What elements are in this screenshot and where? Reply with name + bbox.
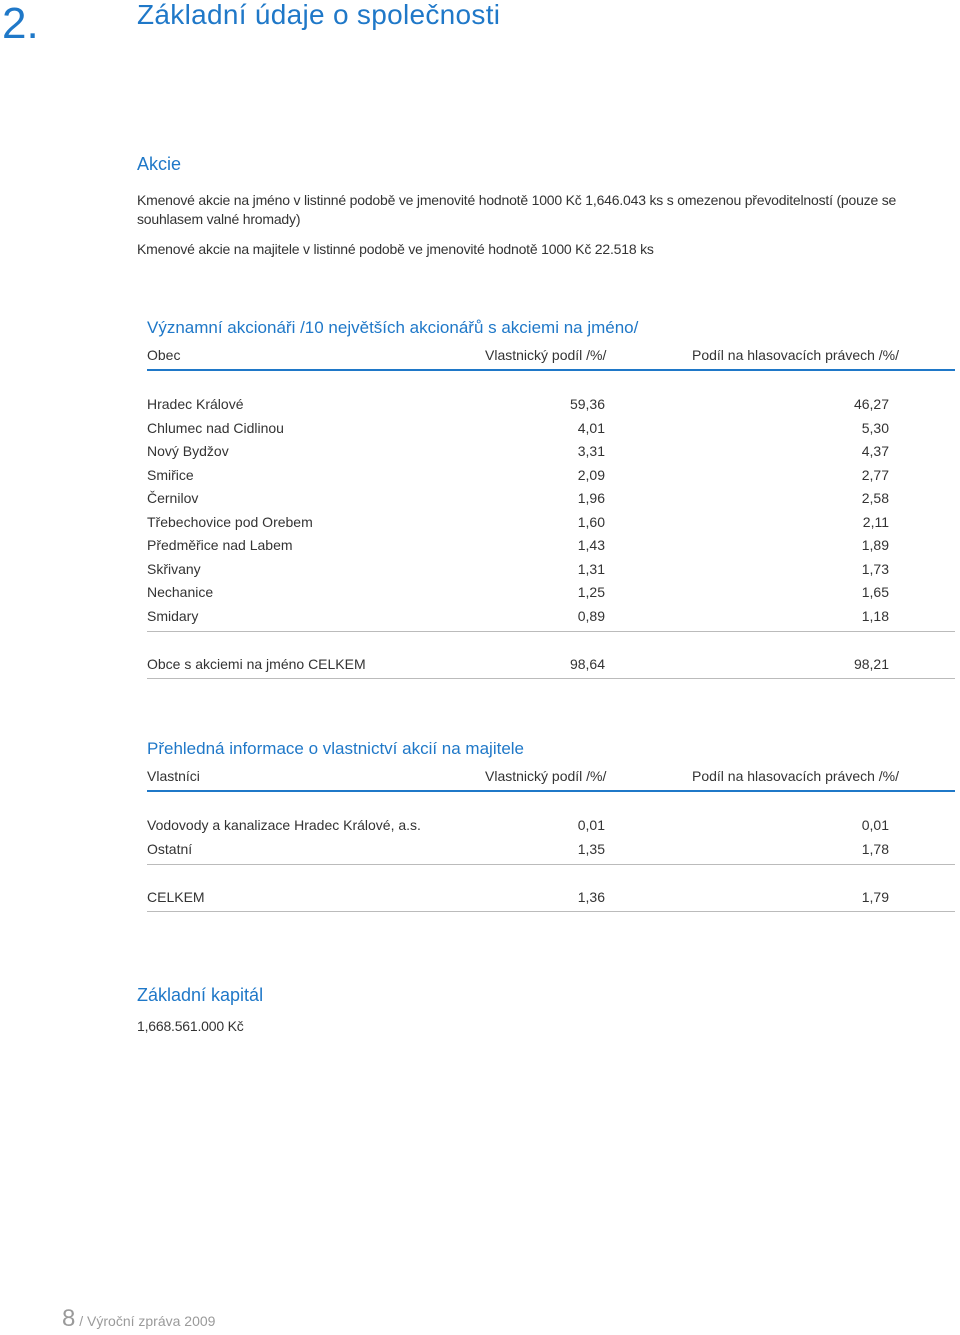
table-row	[147, 440, 955, 464]
akcie-heading: Akcie	[137, 154, 182, 174]
row-voting: 2,58	[861, 490, 889, 506]
table-row	[147, 838, 955, 862]
total-label: Obce s akciemi na jméno CELKEM	[147, 656, 366, 672]
total-ownership: 1,36	[577, 889, 605, 905]
row-ownership: 1,60	[577, 513, 605, 530]
header-owners: Vlastníci	[147, 768, 200, 784]
row-ownership: 1,43	[577, 537, 605, 553]
major-shareholders-table	[147, 317, 955, 679]
row-ownership: 1,31	[577, 560, 605, 577]
total-voting: 1,79	[861, 889, 889, 905]
table-row	[147, 393, 955, 417]
table-row	[147, 814, 955, 838]
table-row	[147, 417, 955, 441]
row-ownership: 4,01	[577, 419, 605, 436]
total-ownership: 98,64	[569, 656, 605, 672]
table-row	[147, 511, 955, 535]
header-ownership: Vlastnický podíl /%/	[485, 347, 607, 363]
capital-heading: Základní kapitál	[137, 985, 264, 1005]
table-row	[147, 605, 955, 629]
akcie-bearer-shares-text: Kmenové akcie na majitele v listinné podobě ve jmenovité hodnotě 1000 Kč 22.518 ks	[137, 241, 654, 257]
page-number: 8	[62, 1305, 76, 1332]
table-body	[147, 393, 955, 628]
row-ownership: 1,25	[577, 584, 605, 600]
row-name: Smiřice	[147, 466, 194, 483]
row-voting: 1,78	[861, 840, 889, 857]
row-ownership: 1,35	[577, 840, 605, 857]
table-total-row	[147, 886, 955, 910]
row-voting: 2,11	[862, 513, 889, 530]
publication-name: / Výroční zpráva 2009	[79, 1313, 216, 1329]
row-name: Černilov	[147, 490, 199, 506]
row-ownership: 1,96	[577, 490, 605, 506]
chapter-title: Základní údaje o společnosti	[137, 0, 501, 30]
page-footer	[62, 1305, 215, 1335]
table-bottom-rule	[147, 678, 955, 679]
row-voting: 0,01	[861, 817, 889, 833]
table-body	[147, 814, 955, 861]
table-header-row	[147, 343, 955, 371]
row-ownership: 0,89	[577, 607, 605, 624]
row-name: Předměřice nad Labem	[147, 537, 293, 553]
header-voting: Podíl na hlasovacích právech /%/	[692, 347, 900, 363]
row-name: Vodovody a kanalizace Hradec Králové, a.s.	[147, 817, 421, 833]
row-voting: 1,65	[861, 584, 889, 600]
row-ownership: 3,31	[577, 443, 605, 459]
chapter-number: 2.	[2, 0, 39, 48]
table-row	[147, 464, 955, 488]
table-row	[147, 487, 955, 511]
row-voting: 1,89	[861, 537, 889, 553]
row-voting: 1,18	[861, 607, 889, 624]
table-row	[147, 558, 955, 582]
header-voting: Podíl na hlasovacích právech /%/	[692, 768, 900, 784]
row-name: Nový Bydžov	[147, 443, 229, 459]
row-name: Smidary	[147, 607, 199, 624]
row-voting: 1,73	[861, 560, 889, 577]
table-bottom-rule	[147, 911, 955, 912]
table-total-row	[147, 653, 955, 677]
row-name: Skřivany	[147, 560, 201, 577]
header-municipality: Obec	[147, 347, 181, 363]
table-row	[147, 581, 955, 605]
row-voting: 4,37	[861, 443, 889, 459]
table-row	[147, 534, 955, 558]
bearer-shares-title: Přehledná informace o vlastnictví akcií na majitele	[147, 739, 525, 758]
row-ownership: 2,09	[577, 466, 605, 483]
row-voting: 46,27	[853, 396, 889, 412]
row-name: Nechanice	[147, 584, 214, 600]
row-name: Hradec Králové	[147, 396, 244, 412]
row-name: Ostatní	[147, 840, 193, 857]
row-voting: 5,30	[861, 419, 889, 436]
row-voting: 2,77	[861, 466, 889, 483]
total-voting: 98,21	[853, 656, 889, 672]
table-header-row	[147, 764, 955, 792]
row-name: Třebechovice pod Orebem	[147, 513, 313, 530]
major-shareholders-title: Významní akcionáři /10 největších akcionářů s akciemi na jméno/	[147, 318, 639, 337]
bearer-shares-table	[147, 738, 955, 912]
row-name: Chlumec nad Cidlinou	[147, 419, 284, 436]
row-ownership: 0,01	[577, 817, 605, 833]
row-ownership: 59,36	[569, 396, 605, 412]
capital-value: 1,668.561.000 Kč	[137, 1018, 244, 1034]
total-label: CELKEM	[147, 889, 205, 905]
header-ownership: Vlastnický podíl /%/	[485, 768, 607, 784]
akcie-registered-shares-text: Kmenové akcie na jméno v listinné podobě ve jmenovité hodnotě 1000 Kč 1,646.043 ks s omezenou převoditelností (pouze se souhlasem valné hromady)	[137, 192, 897, 227]
